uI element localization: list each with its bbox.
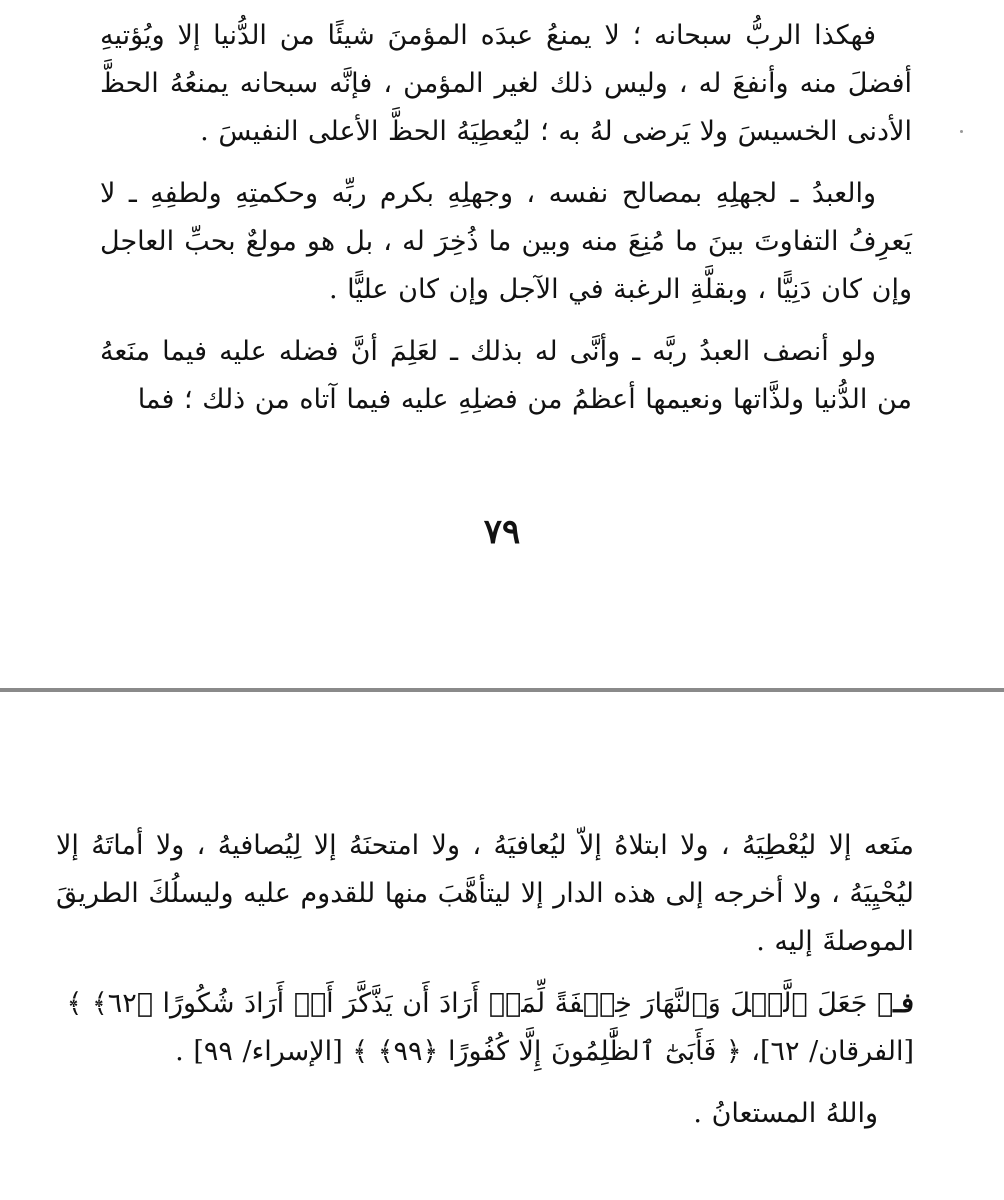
page-number: ٧٩ [483, 512, 521, 552]
verse-line-1: ﴿ جَعَلَ ٱلَّيۡلَ وَٱلنَّهَارَ خِلۡفَةً لِّمَنۡ أَرَادَ أَن يَذَّكَّرَ أَوۡ أَرَادَ شُكُورًا ﴿٦٢﴾ ﴾ [66, 988, 894, 1019]
bottom-page-text [56, 822, 914, 1152]
bottom-page [0, 696, 1004, 1200]
closing-line: واللهُ المستعانُ . [693, 1098, 878, 1129]
top-page-text [100, 12, 912, 438]
paragraph: والعبدُ ـ لجهلِهِ بمصالح نفسه ، وجهلِهِ بكرم ربِّه وحكمتِهِ ولطفِهِ ـ لا يَعرِفُ التفاوتَ بينَ ما مُنِعَ منه وبين ما ذُخِرَ له ، بل هو مولعٌ بحبِّ العاجل وإن كان دَنِيًّا ، وبقلَّةِ الرغبة في الآجل وإن كان عليًّا . [100, 178, 912, 305]
verse-line-2: [الفرقان/ ٦٢]، ﴿ فَأَبَىٰٓ ٱلظَّٰلِمُونَ إِلَّا كُفُورًا ﴿٩٩﴾ ﴾ [الإسراء/ ٩٩] . [175, 1036, 914, 1067]
quran-verse [56, 980, 914, 1076]
paragraph: منَعه إلا ليُعْطِيَهُ ، ولا ابتلاهُ إلاّ ليُعافيَهُ ، ولا امتحنَهُ إلا لِيُصافيهُ ، ولا أماتَهُ إلا ليُحْيِيَهُ ، ولا أخرجه إلى هذه الدار إلا ليتأهَّبَ منها للقدوم عليه وليسلُكَ الطريقَ الموصلةَ إليه . [56, 830, 914, 957]
verse-prefix: فـ [893, 988, 914, 1019]
paragraph: فهكذا الربُّ سبحانه ؛ لا يمنعُ عبدَه المؤمنَ شيئًا من الدُّنيا إلا ويُؤتيهِ أفضلَ منه وأنفعَ له ، وليس ذلك لغير المؤمن ، فإنَّه سبحانه يمنعُهُ الحظَّ الأدنى الخسيسَ ولا يَرضى لهُ به ؛ ليُعطِيَهُ الحظَّ الأعلى النفيسَ . [100, 20, 912, 147]
scan-speck [960, 130, 963, 133]
paragraph: ولو أنصف العبدُ ربَّه ـ وأنَّى له بذلك ـ لعَلِمَ أنَّ فضله عليه فيما منَعهُ من الدُّنيا ولذَّاتها ونعيمها أعظمُ من فضلِهِ عليه فيما آتاه من ذلك ؛ فما [100, 336, 912, 415]
page-divider [0, 686, 1004, 696]
